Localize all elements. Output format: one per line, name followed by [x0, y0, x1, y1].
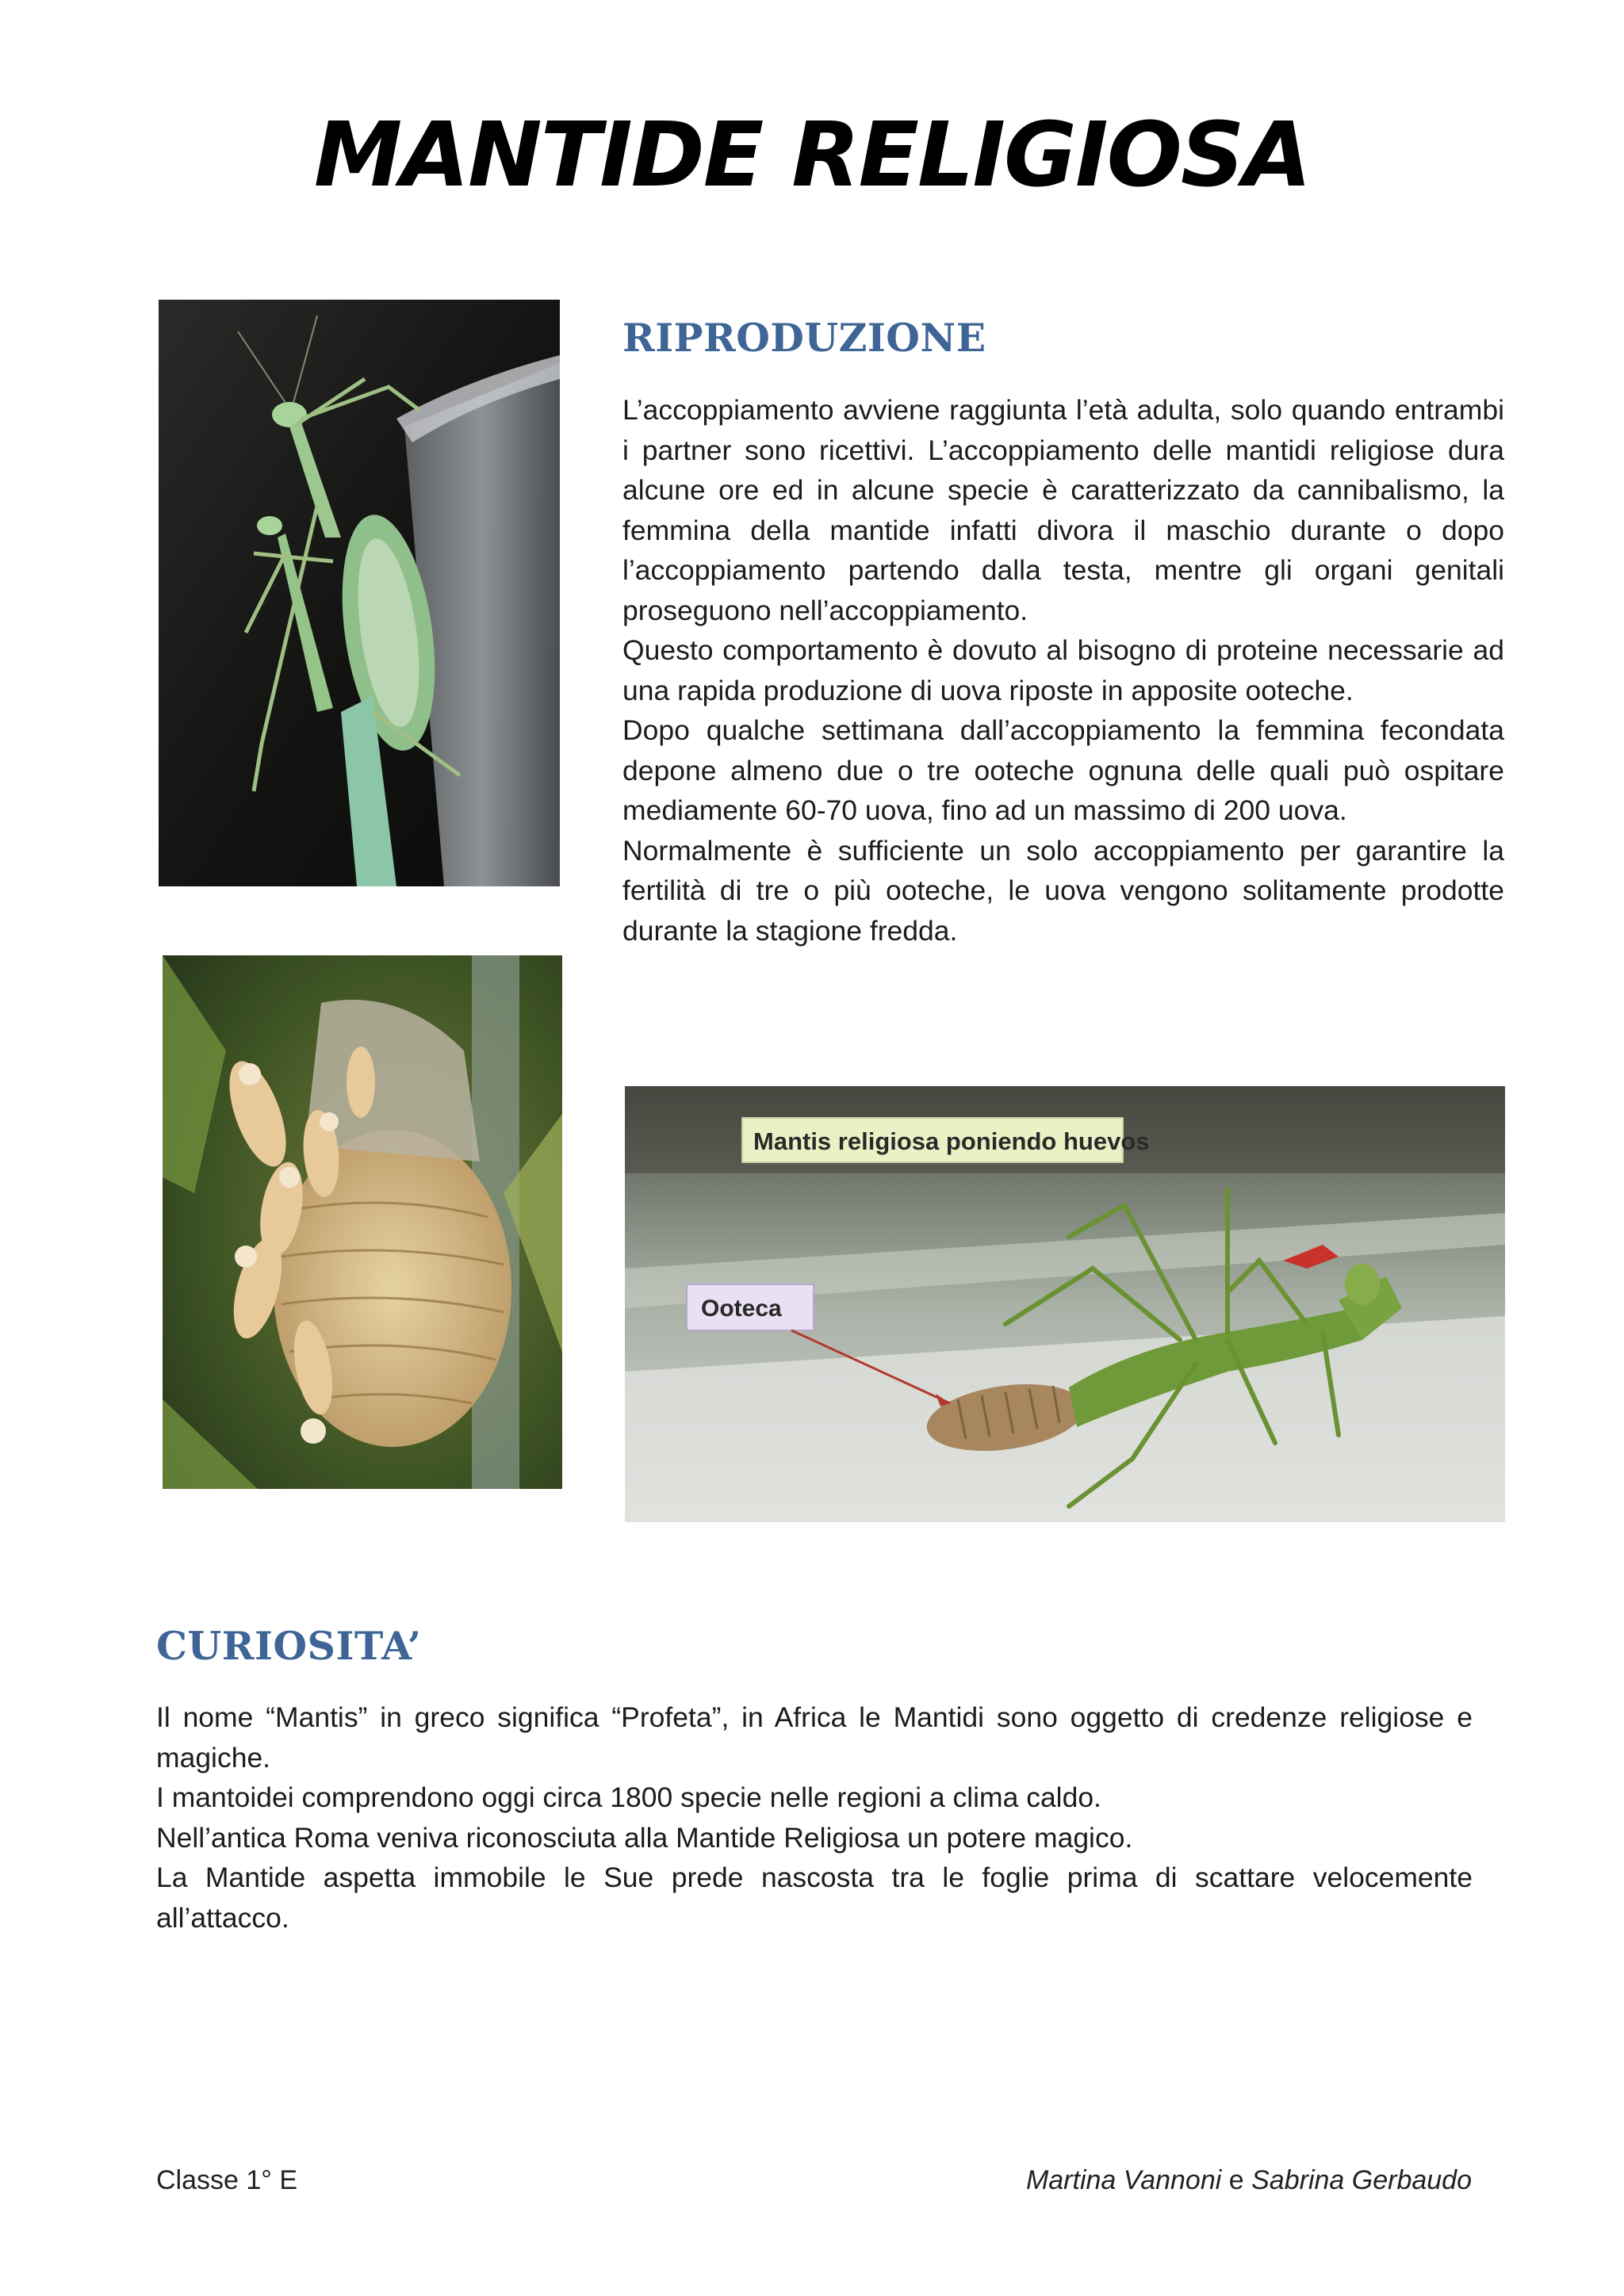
curiosita-paragraph: La Mantide aspetta immobile le Sue prede nascosta tra le foglie prima di scattare velocemente all’attacco.: [156, 1862, 1473, 1934]
page-title: MANTIDE RELIGIOSA: [313, 104, 1311, 207]
footer-class: Classe 1° E: [156, 2165, 298, 2195]
riproduzione-paragraph: Questo comportamento è dovuto al bisogno di proteine necessarie ad una rapida produzione di uova riposte in apposite ooteche.: [622, 634, 1504, 706]
photo-caption-label: Mantis religiosa poniendo huevos: [753, 1127, 1150, 1155]
footer-authors: [1026, 2164, 1472, 2196]
curiosita-text: [156, 1697, 1473, 1938]
curiosita-paragraph: I mantoidei comprendono oggi circa 1800 specie nelle regioni a clima caldo.: [156, 1781, 1101, 1813]
footer-author-1: Martina Vannoni: [1025, 2165, 1222, 2195]
mantis-laying-eggs-photo: [625, 1086, 1505, 1522]
riproduzione-text: [622, 390, 1504, 951]
curiosita-paragraph: Nell’antica Roma veniva riconosciuta alla Mantide Religiosa un potere magico.: [156, 1821, 1133, 1854]
riproduzione-paragraph: L’accoppiamento avviene raggiunta l’età adulta, solo quando entrambi i partner sono ricettivi. L’accoppiamento delle mantidi religiose dura alcune ore ed in alcune specie è caratterizzato da cannibalismo, la femmina della mantide infatti divora il maschio durante o dopo l’accoppiamento partendo dalla testa, mentre gli organi genitali proseguono nell’accoppiamento.: [622, 394, 1504, 626]
footer-author-2: Sabrina Gerbaudo: [1251, 2165, 1472, 2195]
riproduzione-heading: RIPRODUZIONE: [622, 315, 986, 361]
curiosita-paragraph: Il nome “Mantis” in greco significa “Profeta”, in Africa le Mantidi sono oggetto di credenze religiose e magiche.: [156, 1701, 1473, 1774]
riproduzione-paragraph: Normalmente è sufficiente un solo accoppiamento per garantire la fertilità di tre o più ooteche, le uova vengono solitamente prodotte durante la stagione fredda.: [622, 834, 1504, 947]
ootheca-hatching-photo: [163, 955, 562, 1489]
ooteca-label: Ooteca: [701, 1295, 782, 1322]
footer-conjunction: e: [1228, 2165, 1244, 2195]
curiosita-heading: CURIOSITA’: [156, 1623, 422, 1669]
mantis-mating-photo: [159, 300, 560, 886]
riproduzione-paragraph: Dopo qualche settimana dall’accoppiamento la femmina fecondata depone almeno due o tre ooteche ognuna delle quali può ospitare mediamente 60-70 uova, fino ad un massimo di 200 uova.: [622, 714, 1504, 826]
